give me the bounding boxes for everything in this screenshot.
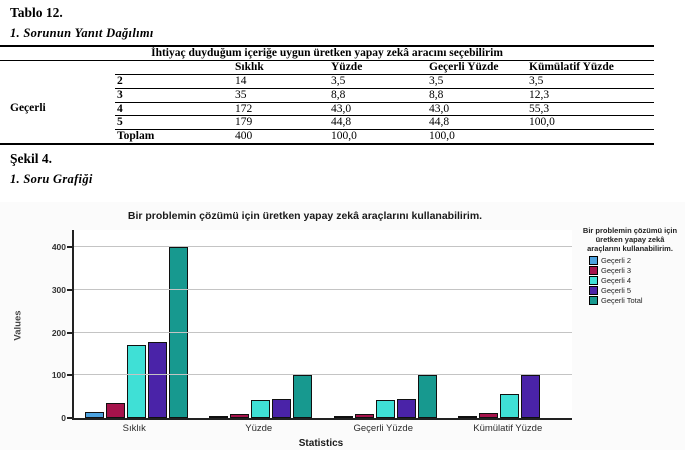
table-cell: 100,0 — [329, 130, 427, 144]
legend-label: Geçerli 3 — [601, 266, 632, 275]
y-tick-label: 200 — [51, 327, 66, 338]
bar — [106, 403, 125, 418]
bar-group — [74, 230, 199, 418]
y-tick-label: 400 — [51, 242, 66, 253]
legend-label: Geçerli Total — [601, 296, 643, 305]
table-cell: 179 — [233, 116, 329, 130]
bar — [521, 375, 540, 418]
column-header-gecerli-yuzde: Geçerli Yüzde — [427, 60, 527, 74]
table-cell: 12,3 — [527, 88, 654, 102]
column-header-spacer — [115, 60, 233, 74]
figure-caption: Şekil 4. — [10, 151, 53, 167]
legend-swatch — [589, 276, 598, 285]
chart-legend — [579, 226, 681, 305]
x-tick-label: Yüzde — [245, 423, 273, 434]
legend-items — [589, 256, 681, 305]
legend-swatch — [589, 286, 598, 295]
table-cell: 43,0 — [329, 102, 427, 116]
legend-title: Bir problemin çözümü için üretken yapay zekâ araçlarını kullanabilirim. — [582, 226, 678, 253]
table-cell: 172 — [233, 102, 329, 116]
bar — [272, 399, 291, 418]
table-cell: 3,5 — [329, 74, 427, 88]
column-header-siklik: Sıklık — [233, 60, 329, 74]
bar — [355, 414, 374, 418]
table-column-header-row — [0, 60, 654, 74]
table-cell: 55,3 — [527, 102, 654, 116]
legend-item — [589, 276, 681, 285]
table-subcaption: 1. Sorunun Yanıt Dağılımı — [10, 26, 154, 40]
x-axis-tick-labels — [72, 423, 570, 434]
x-axis-label: Statistics — [298, 438, 344, 449]
bar-group — [323, 230, 448, 418]
row-label: Toplam — [115, 130, 233, 144]
y-tick-mark — [67, 289, 72, 291]
legend-item — [589, 296, 681, 305]
table-cell — [527, 130, 654, 144]
y-tick-mark — [67, 332, 72, 334]
table-caption: Tablo 12. — [10, 5, 63, 20]
table-cell: 8,8 — [329, 88, 427, 102]
y-tick-mark — [67, 246, 72, 248]
table-cell: 3,5 — [427, 74, 527, 88]
bar — [293, 375, 312, 418]
table-cell: 44,8 — [427, 116, 527, 130]
y-tick-label: 0 — [61, 413, 66, 423]
legend-item — [589, 256, 681, 265]
table-cell: 35 — [233, 88, 329, 102]
bar-chart-figure — [0, 202, 685, 450]
document-body — [0, 0, 685, 187]
y-tick-mark — [67, 374, 72, 376]
legend-item — [589, 266, 681, 275]
gridline — [74, 246, 572, 247]
bar — [500, 394, 519, 418]
legend-swatch — [589, 266, 598, 275]
legend-label: Geçerli 2 — [601, 256, 632, 265]
y-tick-label: 100 — [51, 370, 66, 381]
bar-group — [199, 230, 324, 418]
table-merged-header-row — [0, 46, 654, 60]
table-cell: 400 — [233, 130, 329, 144]
bar — [251, 400, 270, 418]
frequency-table — [0, 45, 654, 145]
legend-swatch — [589, 296, 598, 305]
table-cell: 3,5 — [527, 74, 654, 88]
bar — [209, 416, 228, 418]
table-cell: 100,0 — [427, 130, 527, 144]
table-cell: 100,0 — [527, 116, 654, 130]
table-cell: 43,0 — [427, 102, 527, 116]
table-cell: 8,8 — [427, 88, 527, 102]
y-tick-label: 300 — [51, 284, 66, 295]
chart-title: Bir problemin çözümü için üretken yapay zekâ araçlarını kullanabilirim. — [127, 210, 483, 222]
plot-area — [72, 230, 572, 420]
column-header-yuzde: Yüzde — [329, 60, 427, 74]
bar — [148, 342, 167, 418]
table-cell: 14 — [233, 74, 329, 88]
x-tick-label: Geçerli Yüzde — [353, 423, 413, 434]
legend-label: Geçerli 4 — [601, 276, 632, 285]
legend-swatch — [589, 256, 598, 265]
y-tick-mark — [67, 417, 72, 419]
bar — [334, 416, 353, 418]
row-label: 2 — [115, 74, 233, 88]
legend-label: Geçerli 5 — [601, 286, 632, 295]
figure-subcaption: 1. Soru Grafiği — [10, 172, 93, 187]
table-merged-header: İhtiyaç duyduğum içeriğe uygun üretken yapay zekâ aracını seçebilirim — [0, 46, 654, 60]
bar — [230, 414, 249, 418]
bar — [418, 375, 437, 418]
row-label: 5 — [115, 116, 233, 130]
bar — [85, 412, 104, 418]
column-header-empty — [0, 60, 115, 74]
bar — [458, 416, 477, 418]
x-tick-label: Kümülatif Yüzde — [473, 423, 543, 434]
legend-item — [589, 286, 681, 295]
table-row — [0, 74, 654, 88]
row-label: 4 — [115, 102, 233, 116]
bar — [376, 400, 395, 418]
x-tick-label: Sıklık — [122, 423, 146, 434]
gridline — [74, 289, 572, 290]
bar — [127, 345, 146, 418]
gridline — [74, 374, 572, 375]
column-header-kumulatif-yuzde: Kümülatif Yüzde — [527, 60, 654, 74]
bar-groups — [74, 230, 572, 418]
bar-group — [448, 230, 573, 418]
bar — [397, 399, 416, 418]
row-label: 3 — [115, 88, 233, 102]
y-axis-label: Values — [12, 310, 24, 341]
bar — [479, 413, 498, 418]
table-body — [0, 74, 654, 144]
table-cell: 44,8 — [329, 116, 427, 130]
bar — [169, 247, 188, 418]
row-group-label: Geçerli — [0, 74, 115, 144]
gridline — [74, 332, 572, 333]
